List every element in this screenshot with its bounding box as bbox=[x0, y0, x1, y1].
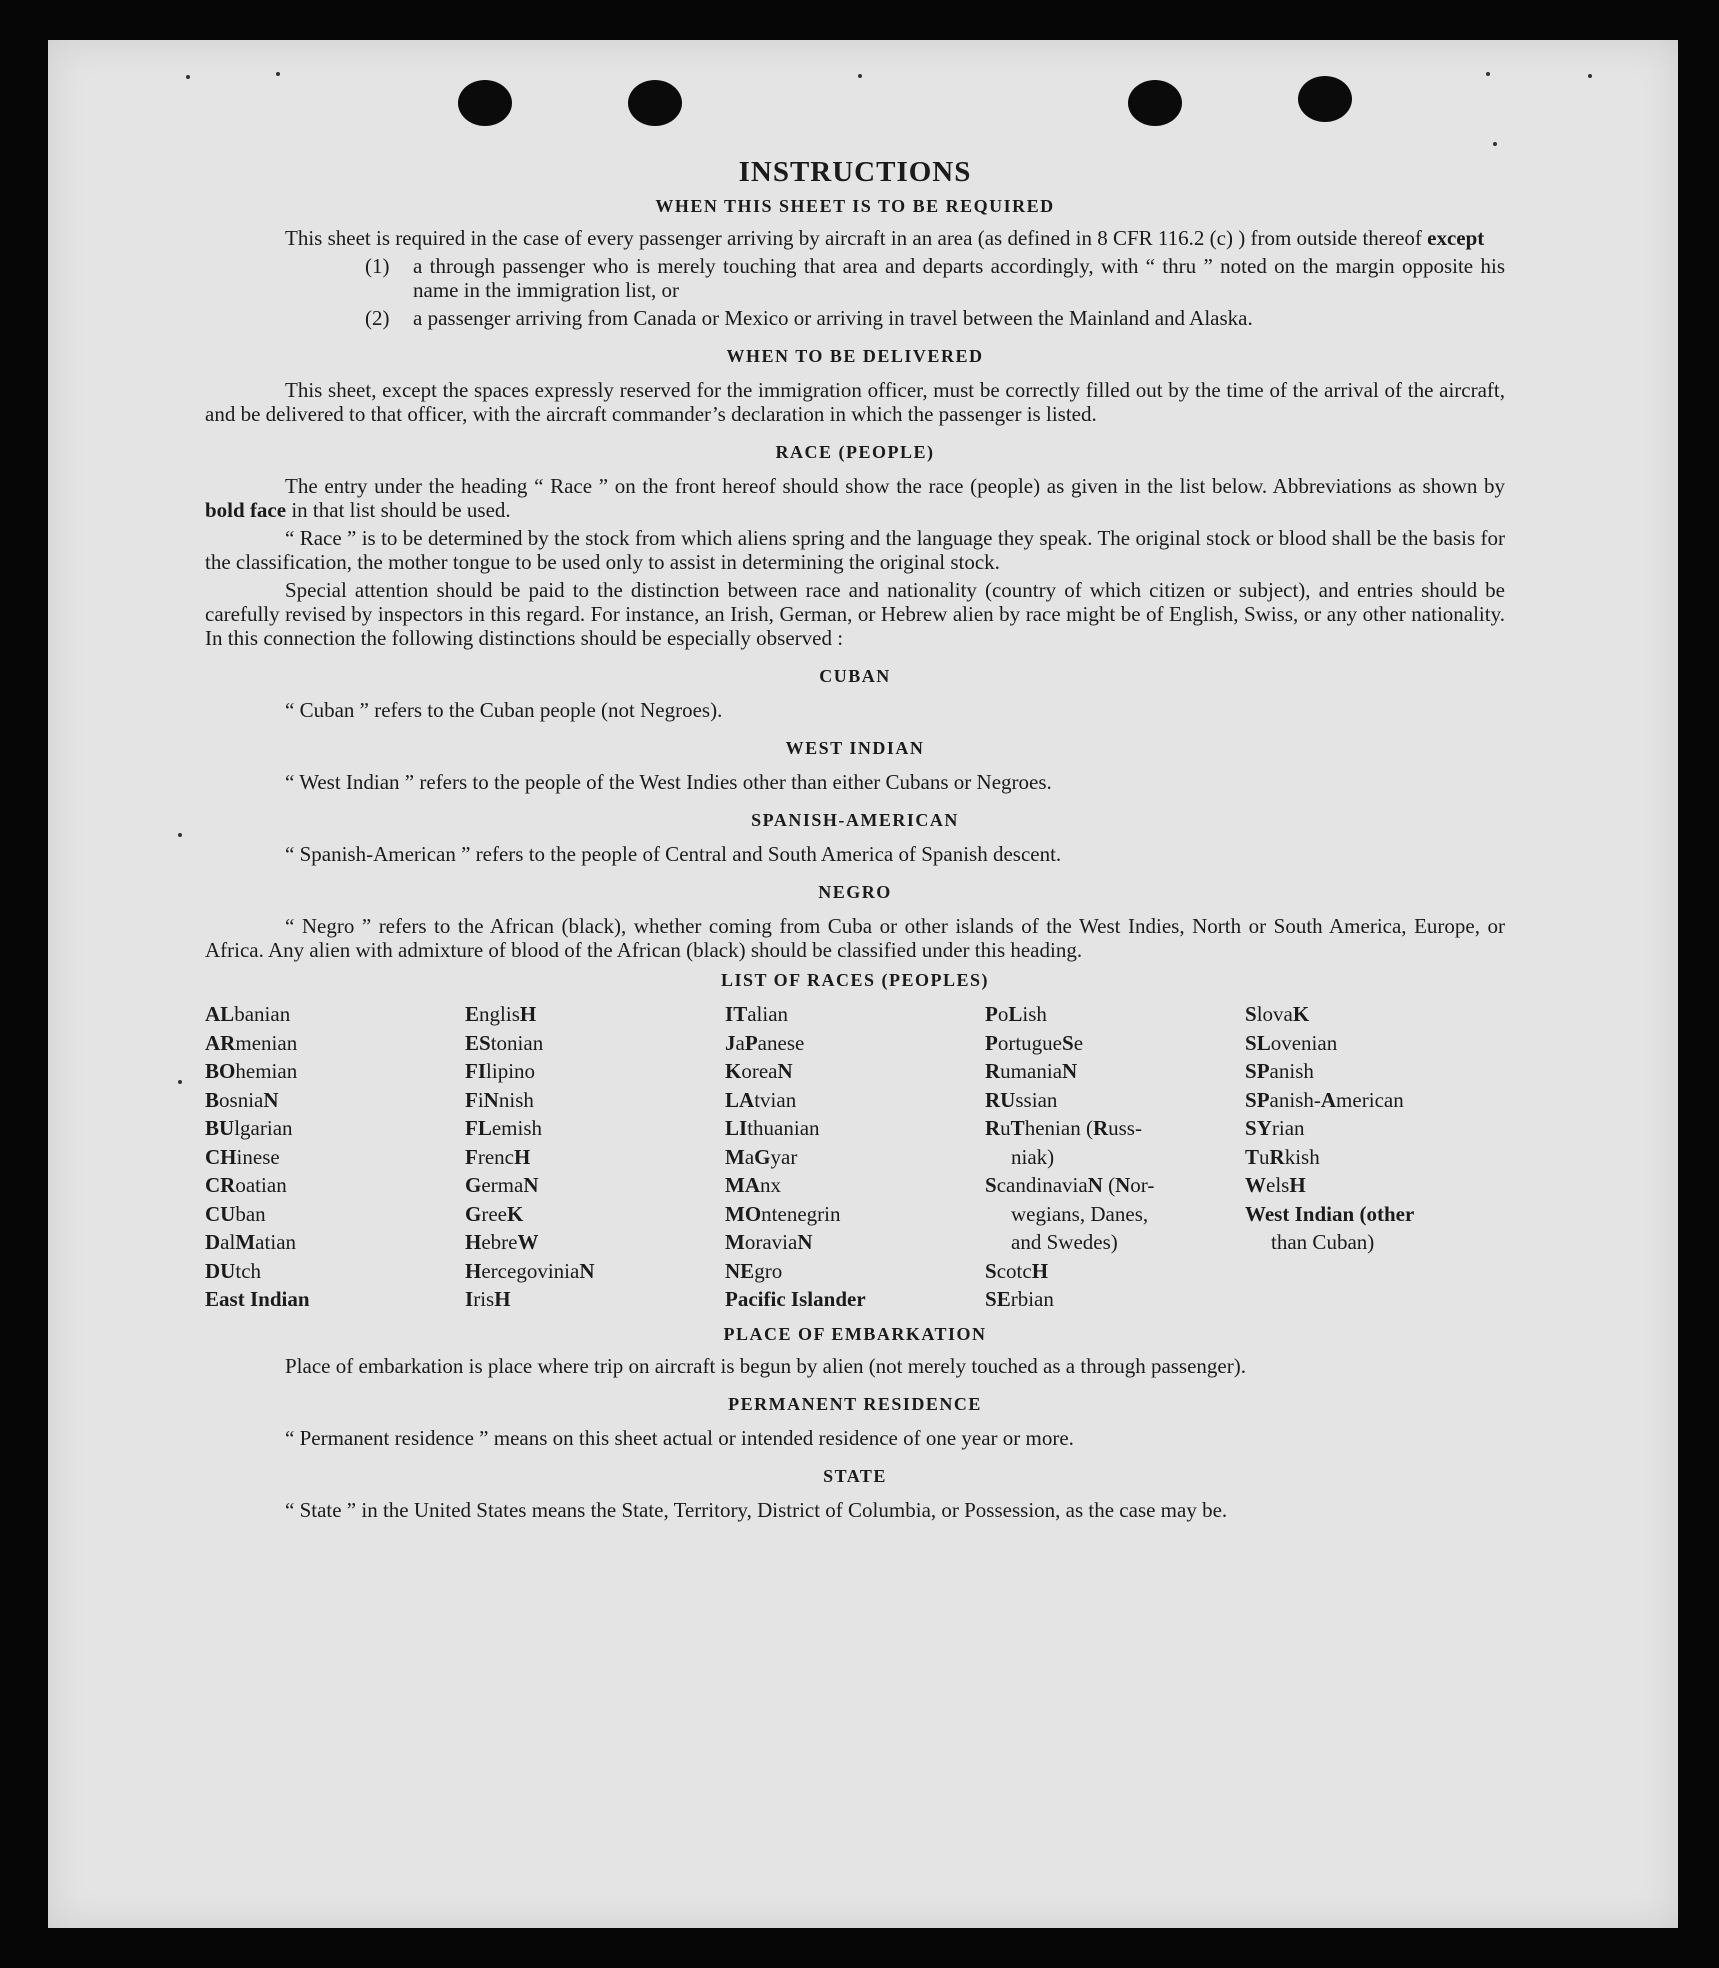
text-west-indian: “ West Indian ” refers to the people of the West Indies other than either Cubans or Negroes. bbox=[285, 770, 1052, 794]
race-item: West Indian (other bbox=[1245, 1201, 1415, 1226]
paragraph-race-3: Special attention should be paid to the distinction between race and nationality (country of which citizen or subject), and entries should be carefully revised by inspectors in this regard. For instance, an Irish, German, or Hebrew alien by race might be of English, Swiss, or any other nationality. In this connection the following distinctions should be especially observed : bbox=[205, 578, 1505, 650]
heading-embarkation: PLACE OF EMBARKATION bbox=[723, 1323, 987, 1344]
races-column-5 bbox=[1245, 1000, 1505, 1314]
bold-face-text: bold face bbox=[205, 498, 287, 522]
heading-spanish-american: SPANISH-AMERICAN bbox=[751, 810, 959, 830]
paragraph-state: “ State ” in the United States means the State, Territory, District of Columbia, or Possession, as the case may be. bbox=[285, 1497, 1228, 1522]
heading-negro: NEGRO bbox=[818, 882, 892, 902]
race-text-a: The entry under the heading “ Race ” on the front hereof should show the race (people) as given in the list below. Abbreviations as shown by bbox=[285, 474, 1505, 498]
paragraph-embarkation: Place of embarkation is place where trip on aircraft is begun by alien (not merely touched as a through passenger). bbox=[285, 1353, 1246, 1378]
race-item: MaGyar bbox=[725, 1144, 798, 1169]
speck bbox=[186, 75, 190, 79]
heading-west-indian: WEST INDIAN bbox=[785, 738, 925, 758]
race-item: GermaN bbox=[465, 1173, 539, 1197]
speck bbox=[1493, 142, 1497, 146]
race-item: PortugueSe bbox=[985, 1030, 1084, 1055]
race-item: HercegoviniaN bbox=[465, 1258, 595, 1283]
race-item: niak) bbox=[1011, 1144, 1055, 1169]
race-item: wegians, Danes, bbox=[1011, 1201, 1149, 1226]
race-item: HebreW bbox=[465, 1230, 539, 1254]
race-item: CHinese bbox=[205, 1144, 280, 1169]
race-item: ARmenian bbox=[205, 1030, 298, 1055]
speck bbox=[1588, 74, 1592, 78]
race-item: than Cuban) bbox=[1271, 1230, 1375, 1254]
race-item: MAnx bbox=[725, 1173, 781, 1197]
race-text-c: in that list should be used. bbox=[291, 498, 511, 522]
heading-permanent-residence: PERMANENT RESIDENCE bbox=[728, 1393, 982, 1414]
heading-when-delivered: WHEN TO BE DELIVERED bbox=[726, 346, 984, 366]
race-item: SYrian bbox=[1245, 1116, 1305, 1140]
race-item: GreeK bbox=[465, 1201, 524, 1226]
text-cuban: “ Cuban ” refers to the Cuban people (not Negroes). bbox=[285, 698, 723, 722]
page-title: INSTRUCTIONS bbox=[738, 156, 972, 188]
races-list bbox=[205, 1000, 1505, 1314]
race-item: FLemish bbox=[465, 1116, 543, 1140]
list-item-1 bbox=[205, 254, 1505, 302]
races-column-3 bbox=[725, 1000, 985, 1314]
race-item: FrencH bbox=[465, 1144, 531, 1169]
paragraph-race-2: “ Race ” is to be determined by the stock from which aliens spring and the language they speak. The original stock or blood shall be the basis for the classification, the mother tongue to be used only to assist in determining the original stock. bbox=[205, 526, 1505, 574]
race-item: RUssian bbox=[985, 1087, 1058, 1112]
heading-when-required: WHEN THIS SHEET IS TO BE REQUIRED bbox=[655, 196, 1055, 216]
race-item: MOntenegrin bbox=[725, 1201, 841, 1226]
heading-cuban: CUBAN bbox=[819, 666, 891, 686]
race-item: ScandinaviaN (Nor- bbox=[985, 1173, 1155, 1197]
race-item: SErbian bbox=[985, 1287, 1054, 1311]
race-item: MoraviaN bbox=[725, 1230, 813, 1254]
heading-race: RACE (PEOPLE) bbox=[775, 442, 935, 462]
item-text: a through passenger who is merely touching that area and departs accordingly, with “ thru ” noted on the margin opposite his name in the immigration list, or bbox=[413, 254, 1505, 302]
text-permanent-residence: “ Permanent residence ” means on this sheet actual or intended residence of one year or more. bbox=[285, 1425, 1074, 1450]
race-item: CUban bbox=[205, 1201, 266, 1226]
instructions-content bbox=[205, 156, 1505, 1526]
speck bbox=[276, 72, 280, 76]
race-item: BOhemian bbox=[205, 1059, 298, 1083]
punch-hole bbox=[628, 80, 682, 126]
punch-hole bbox=[1298, 76, 1352, 122]
paragraph-negro: “ Negro ” refers to the African (black), whether coming from Cuba or other islands of the West Indies, North or South America, Europe, or Africa. Any alien with admixture of blood of the African (black) should be classified under this heading. bbox=[205, 914, 1505, 962]
race-item: SlovaK bbox=[1245, 1002, 1310, 1026]
race-item: KoreaN bbox=[725, 1059, 793, 1083]
race-item: LAtvian bbox=[725, 1087, 797, 1112]
speck bbox=[178, 833, 182, 837]
race-item: SPanish-American bbox=[1245, 1087, 1404, 1112]
race-item: EStonian bbox=[465, 1030, 544, 1055]
races-column-2 bbox=[465, 1000, 725, 1314]
punch-hole bbox=[1128, 80, 1182, 126]
text-spanish-american: “ Spanish-American ” refers to the people of Central and South America of Spanish descent. bbox=[285, 842, 1062, 866]
item-number: (1) bbox=[365, 254, 390, 278]
except-bold: except bbox=[1427, 226, 1485, 250]
punch-hole bbox=[458, 80, 512, 126]
race-item: BUlgarian bbox=[205, 1116, 293, 1140]
race-item: and Swedes) bbox=[1011, 1230, 1118, 1254]
paragraph-delivered: This sheet, except the spaces expressly reserved for the immigration officer, must be correctly filled out by the time of the arrival of the aircraft, and be delivered to that officer, with the aircraft commander’s declaration in which the passenger is listed. bbox=[205, 378, 1505, 426]
race-item: BosniaN bbox=[205, 1087, 279, 1112]
heading-list-of-races: LIST OF RACES (PEOPLES) bbox=[720, 970, 990, 990]
race-item: ALbanian bbox=[205, 1002, 291, 1026]
paragraph-race-1 bbox=[205, 474, 1505, 522]
race-item: EnglisH bbox=[465, 1002, 537, 1026]
race-item: FiNnish bbox=[465, 1087, 534, 1112]
race-item: TuRkish bbox=[1245, 1144, 1320, 1169]
speck bbox=[178, 1080, 182, 1084]
race-item: East Indian bbox=[205, 1287, 310, 1311]
speck bbox=[858, 74, 862, 78]
race-item: PoLish bbox=[985, 1002, 1047, 1026]
item-number: (2) bbox=[365, 306, 390, 330]
paragraph-required bbox=[205, 226, 1505, 250]
race-item: RumaniaN bbox=[985, 1059, 1078, 1083]
race-item: LIthuanian bbox=[725, 1116, 820, 1140]
race-item: ITalian bbox=[725, 1002, 789, 1026]
list-item-2 bbox=[205, 306, 1505, 330]
race-item: ScotcH bbox=[985, 1258, 1049, 1283]
races-column-1 bbox=[205, 1000, 465, 1314]
race-item: JaPanese bbox=[725, 1030, 805, 1055]
race-item: SPanish bbox=[1245, 1059, 1314, 1083]
races-column-4 bbox=[985, 1000, 1245, 1314]
heading-state: STATE bbox=[823, 1465, 887, 1486]
item-text: a passenger arriving from Canada or Mexico or arriving in travel between the Mainland and Alaska. bbox=[413, 306, 1253, 330]
race-item: IrisH bbox=[465, 1287, 511, 1311]
race-item: DalMatian bbox=[205, 1230, 297, 1254]
race-item: Pacific Islander bbox=[725, 1287, 866, 1311]
speck bbox=[1486, 72, 1490, 76]
required-text: This sheet is required in the case of every passenger arriving by aircraft in an area (as defined in 8 CFR 116.2 (c) ) from outside thereof bbox=[285, 226, 1422, 250]
race-item: WelsH bbox=[1245, 1173, 1306, 1197]
race-item: DUtch bbox=[205, 1258, 262, 1283]
race-item: SLovenian bbox=[1245, 1030, 1338, 1055]
race-item: RuThenian (Russ- bbox=[985, 1116, 1142, 1140]
race-item: FIlipino bbox=[465, 1059, 536, 1083]
race-item: CRoatian bbox=[205, 1173, 287, 1197]
race-item: NEgro bbox=[725, 1258, 783, 1283]
